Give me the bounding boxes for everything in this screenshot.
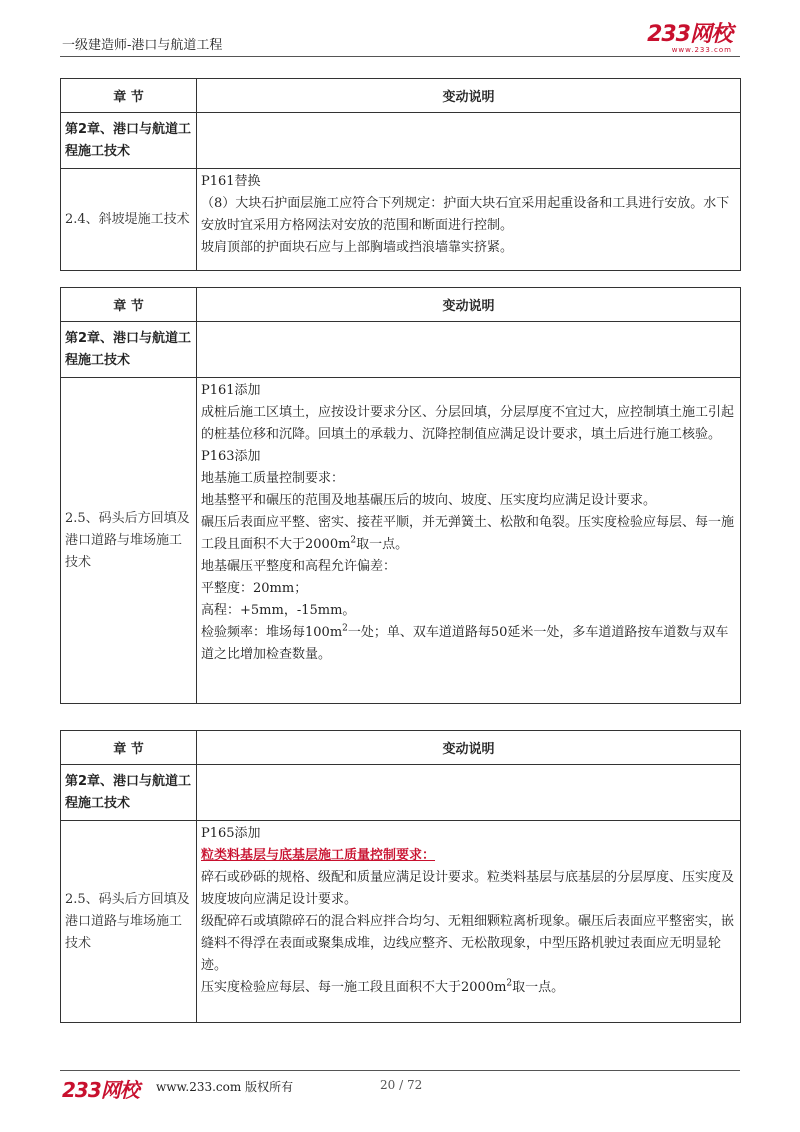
highlight-heading: 粒类料基层与底基层施工质量控制要求： (201, 848, 436, 863)
col-header-description: 变动说明 (197, 288, 741, 322)
col-header-description: 变动说明 (197, 79, 741, 113)
change-table-3 (60, 730, 741, 1023)
footer-divider (60, 1070, 740, 1071)
chapter-empty-cell (197, 322, 741, 378)
change-table-2 (60, 287, 741, 704)
page-ref: P161添加 (201, 383, 261, 398)
page-number: 20 / 72 (380, 1078, 423, 1092)
col-header-chapter: 章 节 (61, 731, 197, 765)
logo-text: 233网校 (647, 22, 732, 47)
header-divider (60, 56, 740, 57)
chapter-cell: 第2章、港口与航道工程施工技术 (61, 113, 197, 169)
page-ref: P161替换 (201, 174, 261, 189)
description-line: 成桩后施工区填土，应按设计要求分区、分层回填，分层厚度不宜过大，应控制填土施工引起的桩基位移和沉降。回填土的承载力、沉降控制值应满足设计要求，填土后进行施工核验。 (201, 405, 735, 442)
logo-url: www.233.com (671, 46, 732, 54)
page-ref: P165添加 (201, 826, 261, 841)
description-line: （8）大块石护面层施工应符合下列规定：护面大块石宜采用起重设备和工具进行安放。水下安放时宜采用方格网法对安放的范围和断面进行控制。 (201, 196, 730, 233)
footer-copyright: www.233.com 版权所有 (156, 1080, 294, 1094)
chapter-cell: 第2章、港口与航道工程施工技术 (61, 765, 197, 821)
description-line: 高程：+5mm，-15mm。 (201, 603, 356, 618)
change-table-1 (60, 78, 741, 271)
section-cell: 2.4、斜坡堤施工技术 (61, 169, 197, 271)
description-line: 地基施工质量控制要求： (201, 471, 345, 486)
description-line: 平整度：20mm； (201, 581, 308, 596)
col-header-chapter: 章 节 (61, 288, 197, 322)
header-title: 一级建造师-港口与航道工程 (62, 38, 223, 53)
description-line: 地基碾压平整度和高程允许偏差： (201, 559, 397, 574)
page-ref: P163添加 (201, 449, 261, 464)
col-header-description: 变动说明 (197, 731, 741, 765)
description-line: 压实度检验应每层、每一施工段且面积不大于$2000m^2$取一点。 (201, 978, 565, 995)
description-cell (197, 169, 741, 271)
description-line: 检验频率：堆场每$100m^2$一处；单、双车道道路每50延米一处，多车道道路按车道数与双车道之比增加检查数量。 (201, 623, 729, 662)
description-cell (197, 378, 741, 704)
footer-logo[interactable]: 233网校 (62, 1078, 139, 1102)
description-line: 地基整平和碾压的范围及地基碾压后的坡向、坡度、压实度均应满足设计要求。 (201, 493, 657, 508)
chapter-cell: 第2章、港口与航道工程施工技术 (61, 322, 197, 378)
chapter-empty-cell (197, 765, 741, 821)
chapter-empty-cell (197, 113, 741, 169)
col-header-chapter: 章 节 (61, 79, 197, 113)
description-line: 坡肩顶部的护面块石应与上部胸墙或挡浪墙靠实挤紧。 (201, 240, 514, 255)
section-cell: 2.5、码头后方回填及港口道路与堆场施工技术 (61, 821, 197, 1023)
description-line: 碎石或砂砾的规格、级配和质量应满足设计要求。粒类料基层与底基层的分层厚度、压实度及坡度坡向应满足设计要求。 (201, 870, 735, 907)
description-line: 级配碎石或填隙碎石的混合料应拌合均匀、无粗细颗粒离析现象。碾压后表面应平整密实，嵌缝料不得浮在表面或聚集成堆，边线应整齐、无松散现象，中型压路机驶过表面应无明显轮迹。 (201, 914, 735, 973)
description-cell (197, 821, 741, 1023)
section-cell: 2.5、码头后方回填及港口道路与堆场施工技术 (61, 378, 197, 704)
brand-logo[interactable] (647, 24, 732, 54)
description-line: 碾压后表面应平整、密实、接茬平顺，并无弹簧土、松散和龟裂。压实度检验应每层、每一施工段且面积不大于$2000m^2$取一点。 (201, 515, 735, 552)
